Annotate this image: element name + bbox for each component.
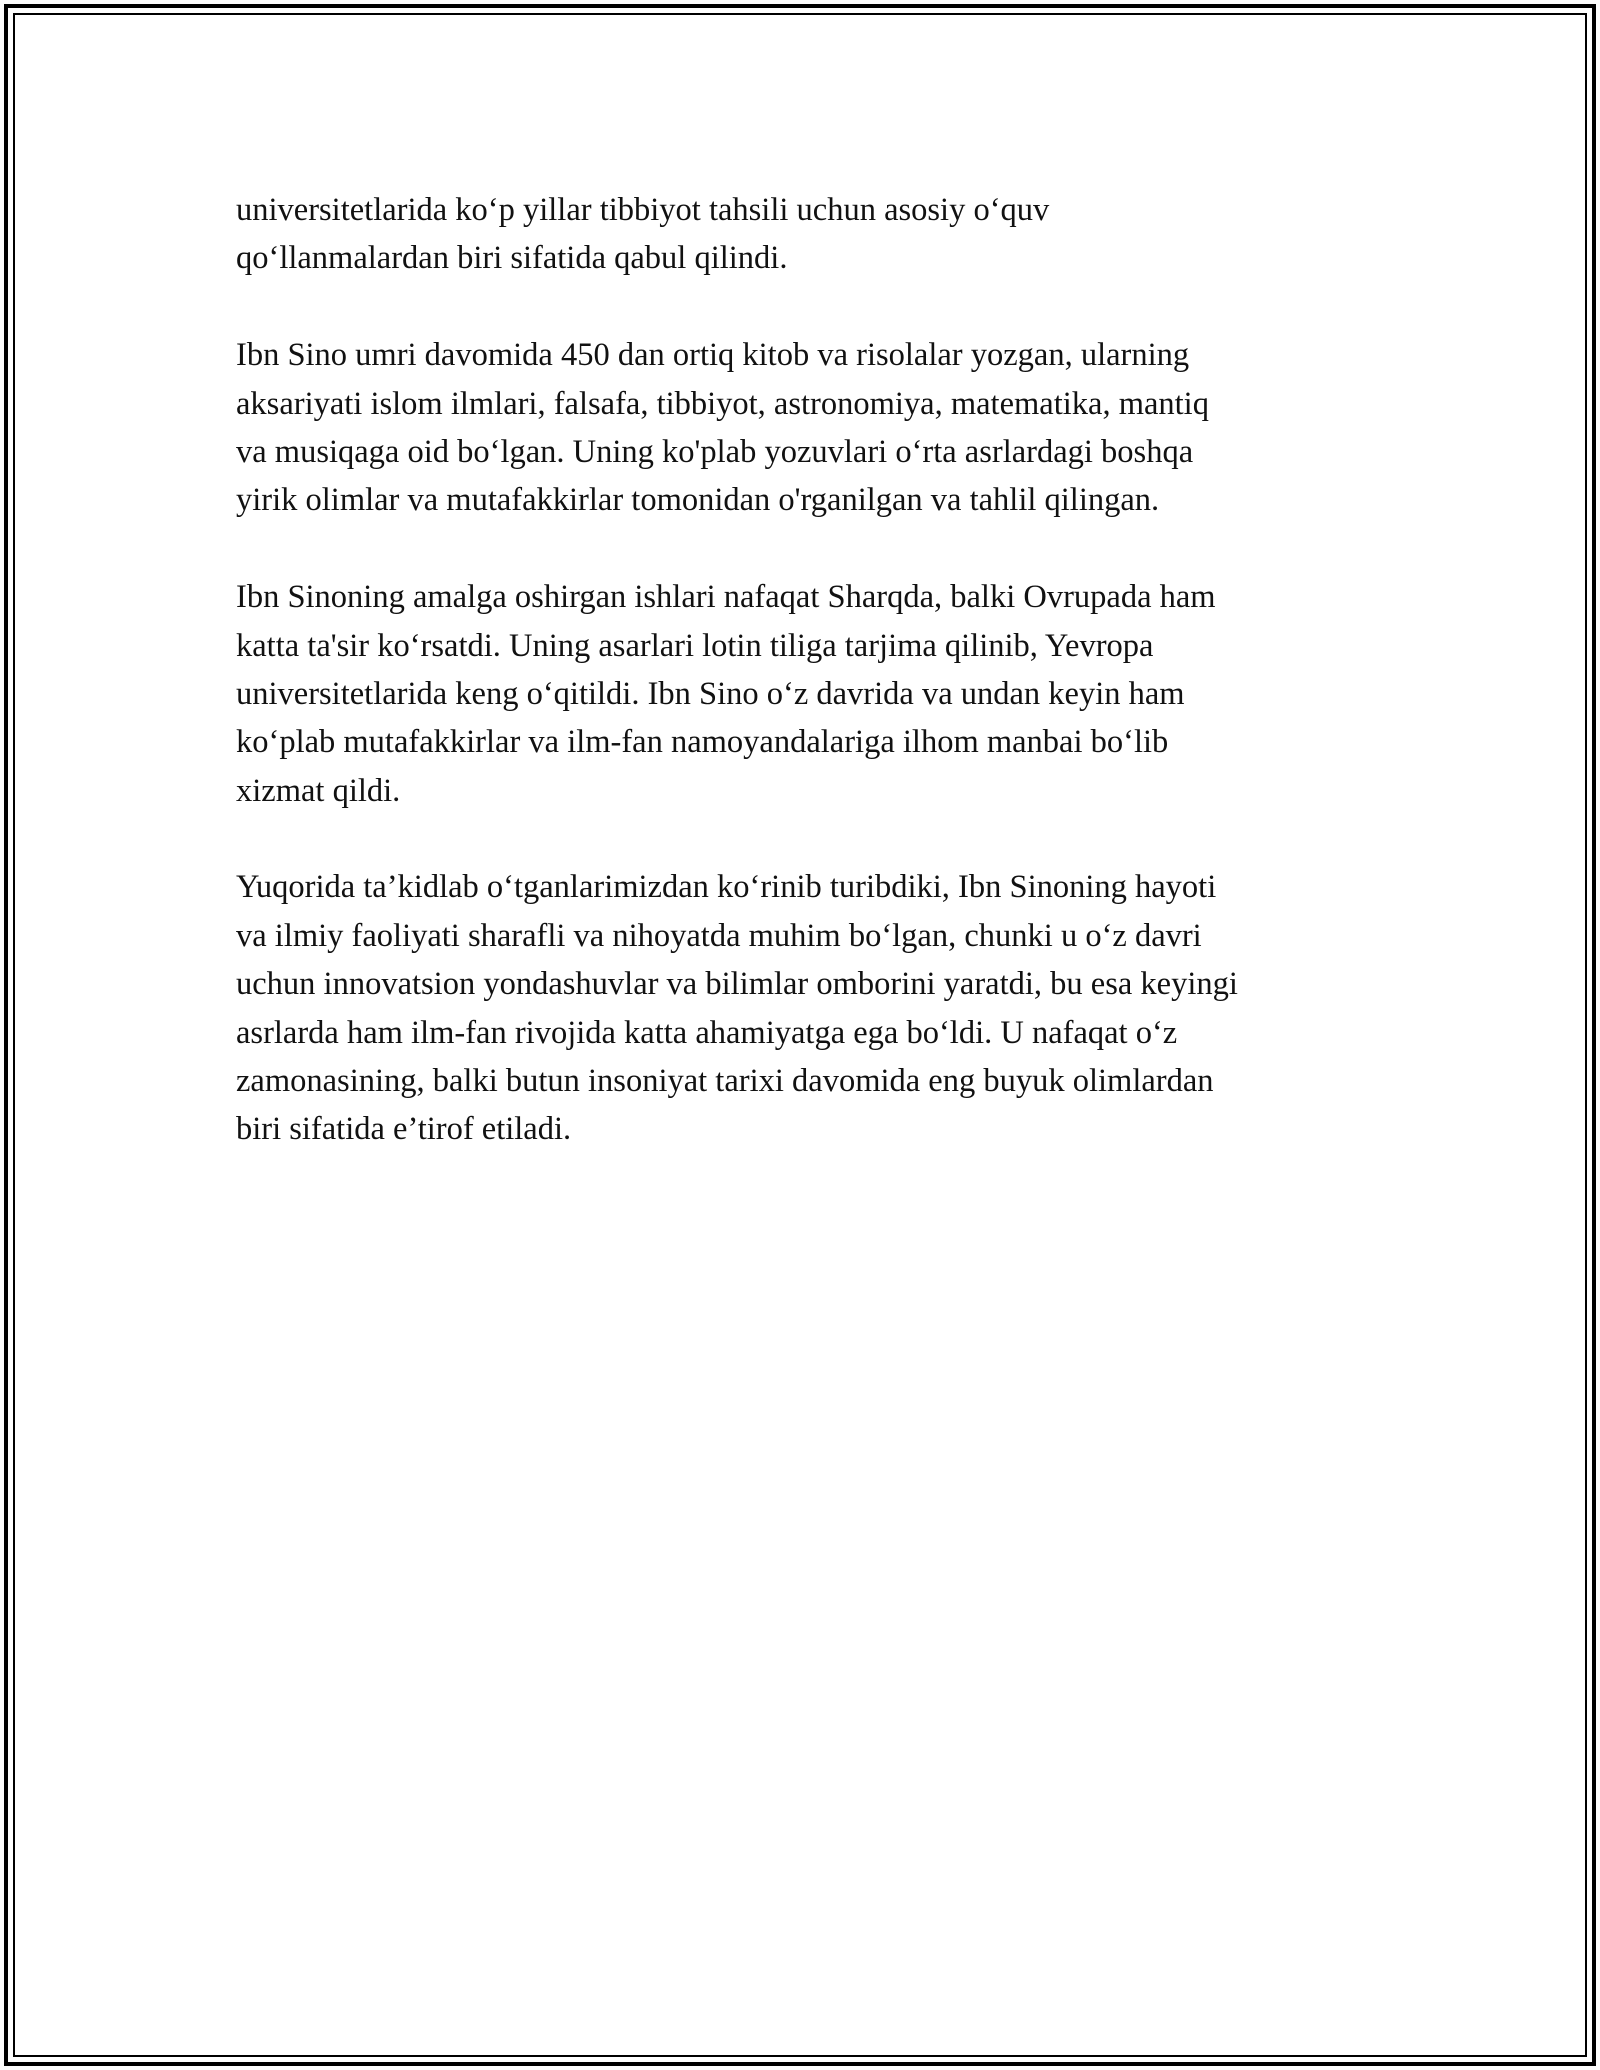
text-line: Ibn Sinoning amalga oshirgan ishlari nafaqat Sharqda, balki Ovrupada ham — [236, 579, 1216, 616]
text-line: va musiqaga oid bo‘lgan. Uning ko'plab yozuvlari o‘rta asrlardagi boshqa — [236, 433, 1194, 470]
text-line: qo‘llanmalardan biri sifatida qabul qilindi. — [236, 240, 788, 277]
paragraph — [236, 331, 1406, 525]
text-line: Yuqorida ta’kidlab o‘tganlarimizdan ko‘rinib turibdiki, Ibn Sinoning hayoti — [236, 869, 1217, 906]
text-line: asrlarda ham ilm-fan rivojida katta ahamiyatga ega bo‘ldi. U nafaqat o‘z — [236, 1014, 1178, 1051]
text-line: zamonasining, balki butun insoniyat tarixi davomida eng buyuk olimlardan — [236, 1063, 1214, 1100]
paragraph — [236, 863, 1406, 1153]
text-line: yirik olimlar va mutafakkirlar tomonidan o'rganilgan va tahlil qilingan. — [236, 482, 1160, 519]
text-line: universitetlarida keng o‘qitildi. Ibn Sino o‘z davrida va undan keyin ham — [236, 675, 1185, 712]
text-line: aksariyati islom ilmlari, falsafa, tibbiyot, astronomiya, matematika, mantiq — [236, 385, 1209, 422]
text-line: va ilmiy faoliyati sharafli va nihoyatda muhim bo‘lgan, chunki u o‘z davri — [236, 917, 1202, 954]
document-body — [236, 186, 1406, 1154]
paragraph — [236, 186, 1406, 283]
paragraph — [236, 573, 1406, 815]
text-line: universitetlarida ko‘p yillar tibbiyot tahsili uchun asosiy o‘quv — [236, 192, 1050, 228]
text-line: ko‘plab mutafakkirlar va ilm-fan namoyandalariga ilhom manbai bo‘lib — [236, 724, 1169, 761]
text-line: biri sifatida e’tirof etiladi. — [236, 1111, 572, 1148]
text-line: Ibn Sino umri davomida 450 dan ortiq kitob va risolalar yozgan, ularning — [236, 337, 1190, 374]
text-line: xizmat qildi. — [236, 772, 401, 809]
text-line: katta ta'sir ko‘rsatdi. Uning asarlari lotin tiliga tarjima qilinib, Yevropa — [236, 627, 1154, 664]
text-line: uchun innovatsion yondashuvlar va bilimlar omborini yaratdi, bu esa keyingi — [236, 966, 1238, 1003]
